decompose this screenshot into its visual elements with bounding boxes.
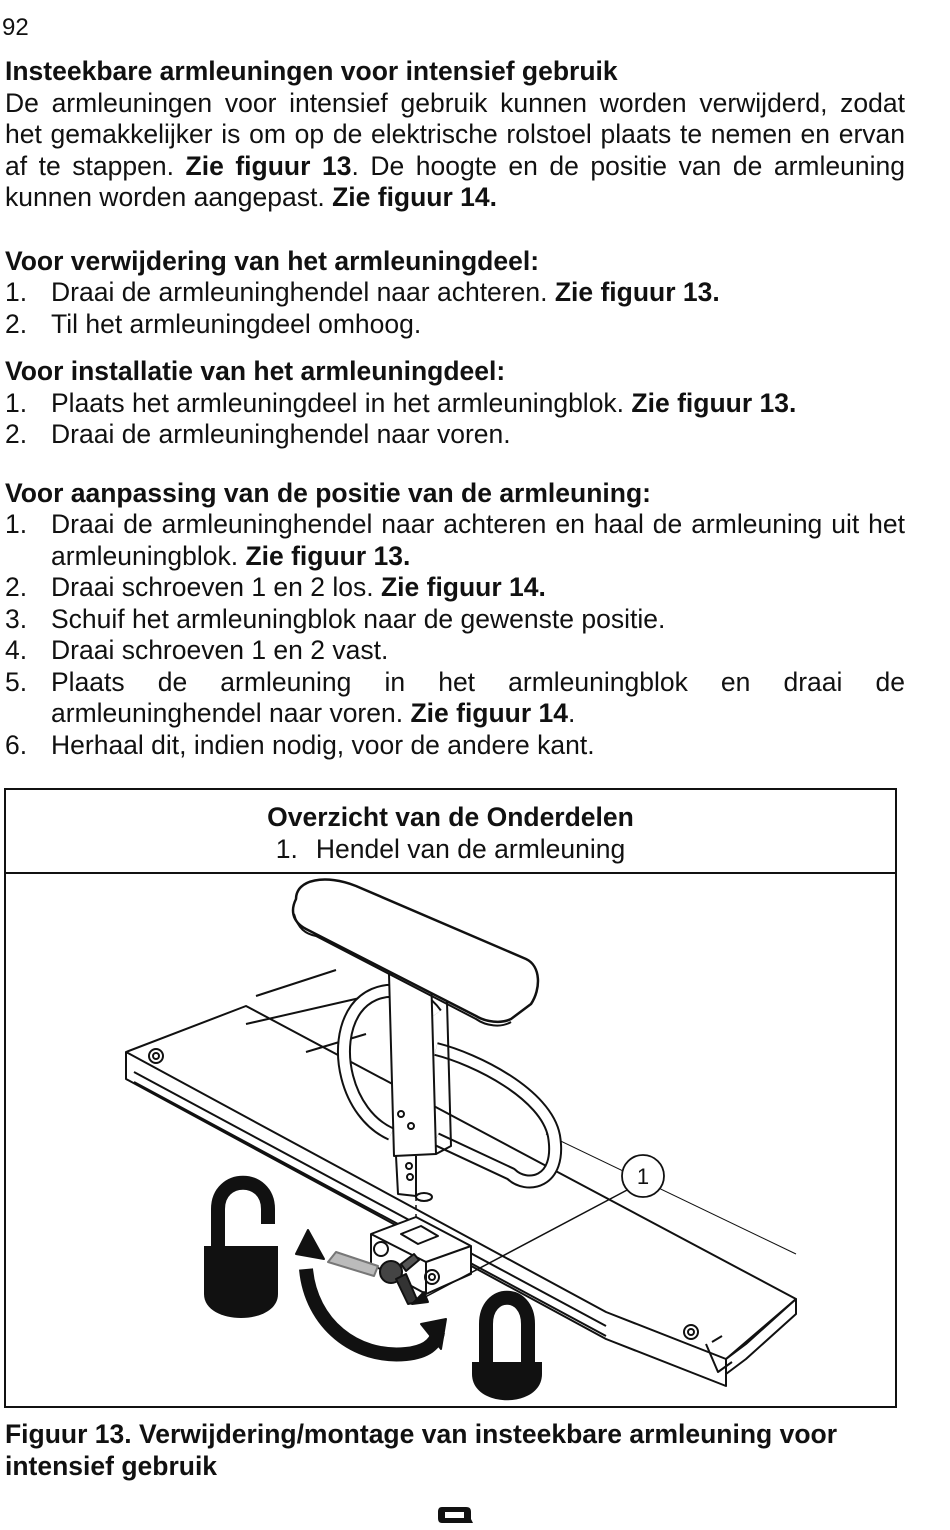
main-content: [5, 56, 905, 761]
intro-paragraph: De armleuningen voor intensief gebruik kunnen worden verwijderd, zodat het gemakkelijker is om op de elektrische rolstoel plaats te nemen en ervan af te stappen. Zie figuur 13. De hoogte en de positie van de armleuning kunnen worden aangepast. Zie figuur 14.: [5, 87, 905, 212]
list-item: 4. Draai schroeven 1 en 2 vast.: [5, 635, 389, 665]
figure-13-box: [4, 788, 897, 1408]
figure-reference: Zie figuur 13: [185, 150, 352, 181]
list-item: 1. Draai de armleuninghendel naar achteren en haal de armleuning uit het armleuningblok. Zie figuur 13.: [5, 509, 905, 571]
parts-overview: [6, 790, 895, 874]
figure-caption: Figuur 13. Verwijdering/montage van insteekbare armleuning voor intensief gebruik: [5, 1419, 838, 1481]
quantum-q-logo-icon: [436, 1504, 474, 1526]
adjustment-heading: Voor aanpassing van de positie van de armleuning:: [5, 477, 651, 508]
list-item: 2. Draai de armleuninghendel naar voren.: [5, 419, 511, 449]
section-title: Insteekbare armleuningen voor intensief gebruik: [5, 56, 618, 86]
list-item: 6. Herhaal dit, indien nodig, voor de andere kant.: [5, 729, 595, 760]
installation-steps: [5, 388, 905, 451]
list-item: 1. Draai de armleuninghendel naar achteren. Zie figuur 13.: [5, 277, 720, 307]
list-item: 1. Plaats het armleuningdeel in het armleuningblok. Zie figuur 13.: [5, 387, 797, 418]
page-number: 92: [2, 14, 29, 41]
list-item: 2. Til het armleuningdeel omhoog.: [5, 308, 422, 339]
callout-number: 1: [636, 1164, 650, 1189]
parts-overview-title: Overzicht van de Onderdelen: [267, 802, 634, 832]
list-item: 3. Schuif het armleuningblok naar de gewenste positie.: [5, 603, 666, 634]
list-item: 5. Plaats de armleuning in het armleuningblok en draai de armleuninghendel naar voren. Zie figuur 14.: [5, 666, 905, 728]
list-item: 2. Draai schroeven 1 en 2 los. Zie figuur 14.: [5, 572, 546, 602]
removal-steps: [5, 277, 905, 340]
mounting-rail: [126, 970, 796, 1386]
parts-item: 1. Hendel van de armleuning: [275, 834, 626, 864]
armrest-illustration: [6, 874, 895, 1406]
locked-padlock-icon: [472, 1298, 542, 1401]
adjustment-steps: [5, 509, 905, 761]
removal-heading: Voor verwijdering van het armleuningdeel:: [5, 245, 540, 276]
unlocked-padlock-icon: [204, 1183, 278, 1318]
figure-reference: Zie figuur 14.: [332, 182, 498, 212]
installation-heading: Voor installatie van het armleuningdeel:: [5, 356, 506, 386]
